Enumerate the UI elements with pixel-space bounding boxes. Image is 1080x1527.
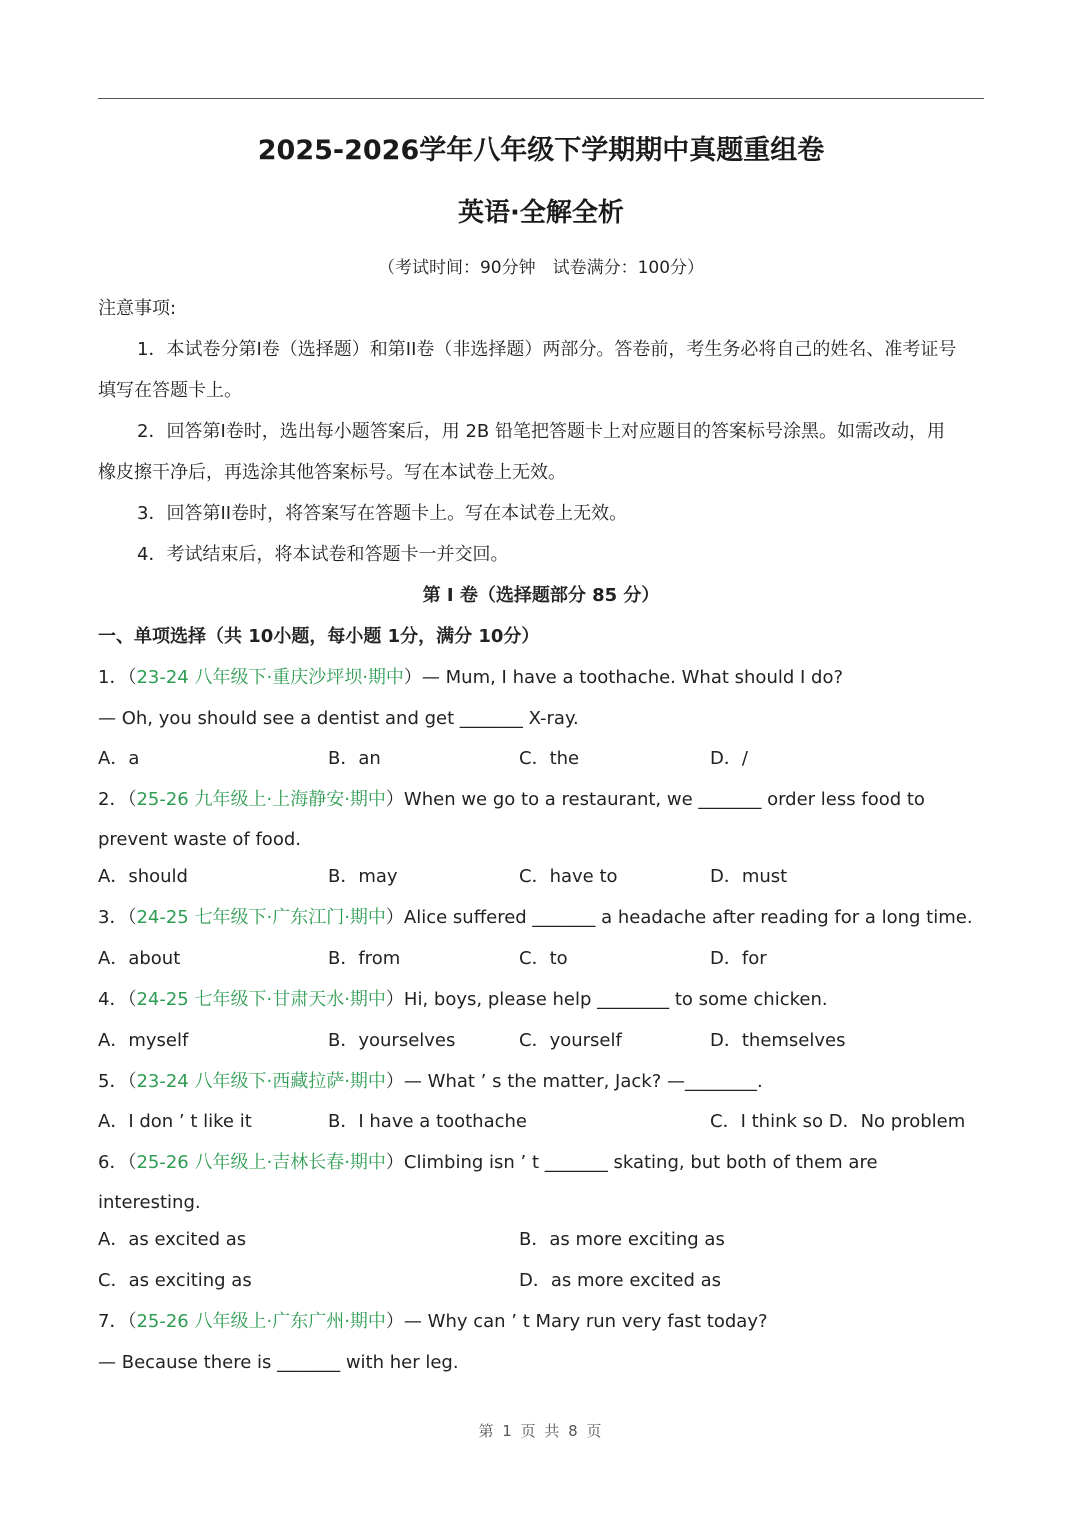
q1-option-a: A．a: [98, 748, 140, 769]
question-7-text2: — Because there is _______ with her leg.: [98, 1352, 459, 1373]
question-source: 24-25 七年级下·甘肃天水·期中: [136, 989, 386, 1010]
q6-option-b: B．as more exciting as: [519, 1229, 725, 1250]
q4-option-c: C．yourself: [519, 1030, 622, 1051]
question-4: [98, 988, 828, 1012]
question-source: 25-26 八年级上·吉林长春·期中: [136, 1152, 386, 1173]
exam-title: 2025-2026学年八年级下学期期中真题重组卷: [257, 135, 825, 166]
question-source-close: ）: [385, 1152, 404, 1173]
notice-item-2: 2．回答第I卷时，选出每小题答案后，用 2B 铅笔把答题卡上对应题目的答案标号涂黑。如需改动，用: [137, 421, 946, 442]
q1-option-d: D．/: [710, 748, 748, 769]
question-number: 1．（: [98, 667, 137, 688]
question-source: 25-26 九年级上·上海静安·期中: [136, 789, 386, 810]
question-source: 25-26 八年级上·广东广州·期中: [136, 1311, 386, 1332]
q1-option-c: C．the: [519, 748, 580, 769]
question-text: — Why can ’ t Mary run very fast today?: [403, 1311, 768, 1332]
q5-option-cd: C．I think so D．No problem: [710, 1111, 966, 1132]
question-source-close: ）: [385, 907, 404, 928]
question-text: — What ’ s the matter, Jack? —________.: [403, 1071, 763, 1092]
notice-item-4: 4．考试结束后，将本试卷和答题卡一并交回。: [137, 544, 509, 565]
question-7: [98, 1310, 768, 1334]
question-number: 4．（: [98, 989, 137, 1010]
q6-option-a: A．as excited as: [98, 1229, 247, 1250]
question-number: 7．（: [98, 1311, 137, 1332]
q2-option-a: A．should: [98, 866, 188, 887]
q3-option-a: A．about: [98, 948, 181, 969]
question-text: — Mum, I have a toothache. What should I do?: [421, 667, 844, 688]
q3-option-c: C．to: [519, 948, 568, 969]
question-source: 23-24 八年级下·重庆沙坪坝·期中: [136, 667, 404, 688]
question-5: [98, 1070, 763, 1094]
q4-option-d: D．themselves: [710, 1030, 846, 1051]
notice-item-2-cont: 橡皮擦干净后，再选涂其他答案标号。写在本试卷上无效。: [98, 462, 566, 483]
page-number: 第 1 页 共 8 页: [478, 1422, 604, 1440]
question-source: 24-25 七年级下·广东江门·期中: [136, 907, 386, 928]
question-2-text2: prevent waste of food.: [98, 829, 301, 850]
question-6: [98, 1151, 878, 1175]
question-source-close: ）: [385, 789, 404, 810]
part-heading: 第 I 卷（选择题部分 85 分）: [422, 585, 660, 606]
question-source-close: ）: [385, 1071, 404, 1092]
section-heading: 一、单项选择（共 10小题，每小题 1分，满分 10分）: [98, 626, 540, 647]
q6-option-c: C．as exciting as: [98, 1270, 252, 1291]
question-number: 2．（: [98, 789, 137, 810]
question-text: Hi, boys, please help ________ to some chicken.: [403, 989, 828, 1010]
q3-option-d: D．for: [710, 948, 767, 969]
notice-heading: 注意事项:: [98, 298, 177, 319]
question-source: 23-24 八年级下·西藏拉萨·期中: [136, 1071, 386, 1092]
question-number: 5．（: [98, 1071, 137, 1092]
notice-item-1-cont: 填写在答题卡上。: [98, 380, 242, 401]
question-2: [98, 788, 925, 812]
question-text: Alice suffered _______ a headache after reading for a long time.: [403, 907, 973, 928]
question-3: [98, 906, 973, 930]
question-number: 3．（: [98, 907, 137, 928]
q1-option-b: B．an: [328, 748, 381, 769]
notice-item-1: 1．本试卷分第I卷（选择题）和第II卷（非选择题）两部分。答卷前，考生务必将自己的姓名、准考证号: [137, 339, 957, 360]
q4-option-b: B．yourselves: [328, 1030, 456, 1051]
question-text: Climbing isn ’ t _______ skating, but both of them are: [403, 1152, 878, 1173]
q2-option-d: D．must: [710, 866, 788, 887]
q3-option-b: B．from: [328, 948, 401, 969]
q5-option-b: B．I have a toothache: [328, 1111, 527, 1132]
question-source-close: ）: [385, 989, 404, 1010]
q6-option-d: D．as more excited as: [519, 1270, 722, 1291]
exam-info: （考试时间：90分钟 试卷满分：100分）: [377, 258, 705, 278]
question-6-text2: interesting.: [98, 1192, 201, 1213]
q2-option-b: B．may: [328, 866, 398, 887]
q5-option-a: A．I don ’ t like it: [98, 1111, 252, 1132]
question-1: [98, 666, 843, 690]
question-text: When we go to a restaurant, we _______ order less food to: [403, 789, 925, 810]
question-source-close: ）: [403, 667, 422, 688]
header-rule: [98, 98, 984, 99]
q2-option-c: C．have to: [519, 866, 618, 887]
exam-subtitle: 英语·全解全析: [458, 198, 624, 228]
q4-option-a: A．myself: [98, 1030, 189, 1051]
notice-item-3: 3．回答第II卷时，将答案写在答题卡上。写在本试卷上无效。: [137, 503, 628, 524]
question-source-close: ）: [385, 1311, 404, 1332]
question-1-text2: — Oh, you should see a dentist and get _______ X-ray.: [98, 708, 579, 729]
question-number: 6．（: [98, 1152, 137, 1173]
